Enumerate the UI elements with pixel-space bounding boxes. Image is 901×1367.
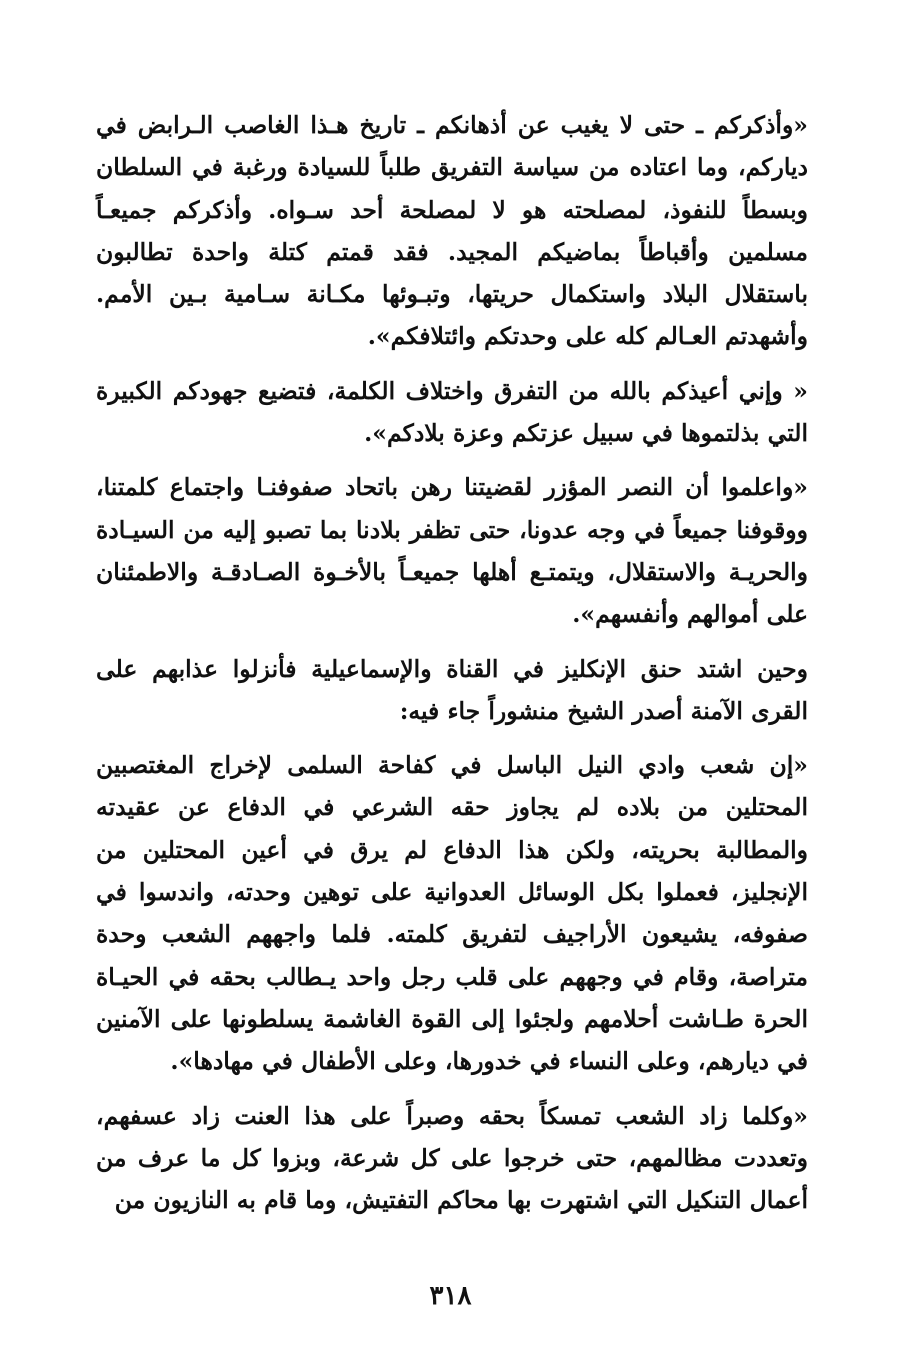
paragraph-3: «واعلموا أن النصر المؤزر لقضيتنا رهن باتحاد صفوفنـا واجتماع كلمتنا، ووقوفنا جميعاً في وجه عدونا، حتى تظفر بلادنا بما تصبو إليه من السيـادة والحريـة والاستقلال، ويتمتـع أهلها جميعـاً بالأخـوة الصـادقـة والاطمئنان على أموالهم وأنفسهم». xyxy=(96,473,808,629)
page-number: ٣١٨ xyxy=(429,1281,472,1311)
page-body-text xyxy=(96,104,808,1233)
paragraph-5: «إن شعب وادي النيل الباسل في كفاحة السلمى لإخراج المغتصبين المحتلين من بلاده لم يجاوز حقه الشرعي في الدفاع عن عقيدته والمطالبة بحريته، ولكن هذا الدفاع لم يرق في أعين المحتلين من الإنجليز، فعملوا بكل الوسائل العدوانية على توهين وحدته، واندسوا في صفوفه، يشيعون الأراجيف لتفريق كلمته. فلما واجههم الشعب وحدة متراصة، وقام في وجههم على قلب رجل واحد يـطالب بحقه في الحيـاة الحرة طـاشت أحلامهم ولجئوا إلى القوة الغاشمة يسلطونها على الآمنين في ديارهم، وعلى النساء في خدورها، وعلى الأطفال في مهادها». xyxy=(96,751,808,1076)
paragraph-1: «وأذكركم ـ حتى لا يغيب عن أذهانكم ـ تاريخ هـذا الغاصب الـرابض في دياركم، وما اعتاده من سياسة التفريق طلباً للسيادة ورغبة في السلطان وبسطاً للنفوذ، لمصلحته هو لا لمصلحة أحد سـواه. وأذكركم جميعـاً مسلمين وأقباطاً بماضيكم المجيد. فقد قمتم كتلة واحدة تطالبون باستقلال البلاد واستكمال حريتها، وتبـوئها مكـانة سـامية بـين الأمم. وأشهدتم العـالم كله على وحدتكم وائتلافكم». xyxy=(96,111,808,351)
paragraph-4: وحين اشتد حنق الإنكليز في القناة والإسماعيلية فأنزلوا عذابهم على القرى الآمنة أصدر الشيخ منشوراً جاء فيه: xyxy=(96,654,808,725)
paragraph-6: «وكلما زاد الشعب تمسكاً بحقه وصبراً على هذا العنت زاد عسفهم، وتعددت مظالمهم، حتى خرجوا على كل شرعة، وبزوا كل ما عرف من أعمال التنكيل التي اشتهرت بها محاكم التفتيش، وما قام به النازيون من xyxy=(96,1101,808,1215)
paragraph-2: « وإني أعيذكم بالله من التفرق واختلاف الكلمة، فتضيع جهودكم الكبيرة التي بذلتموها في سبيل عزتكم وعزة بلادكم». xyxy=(96,376,808,448)
